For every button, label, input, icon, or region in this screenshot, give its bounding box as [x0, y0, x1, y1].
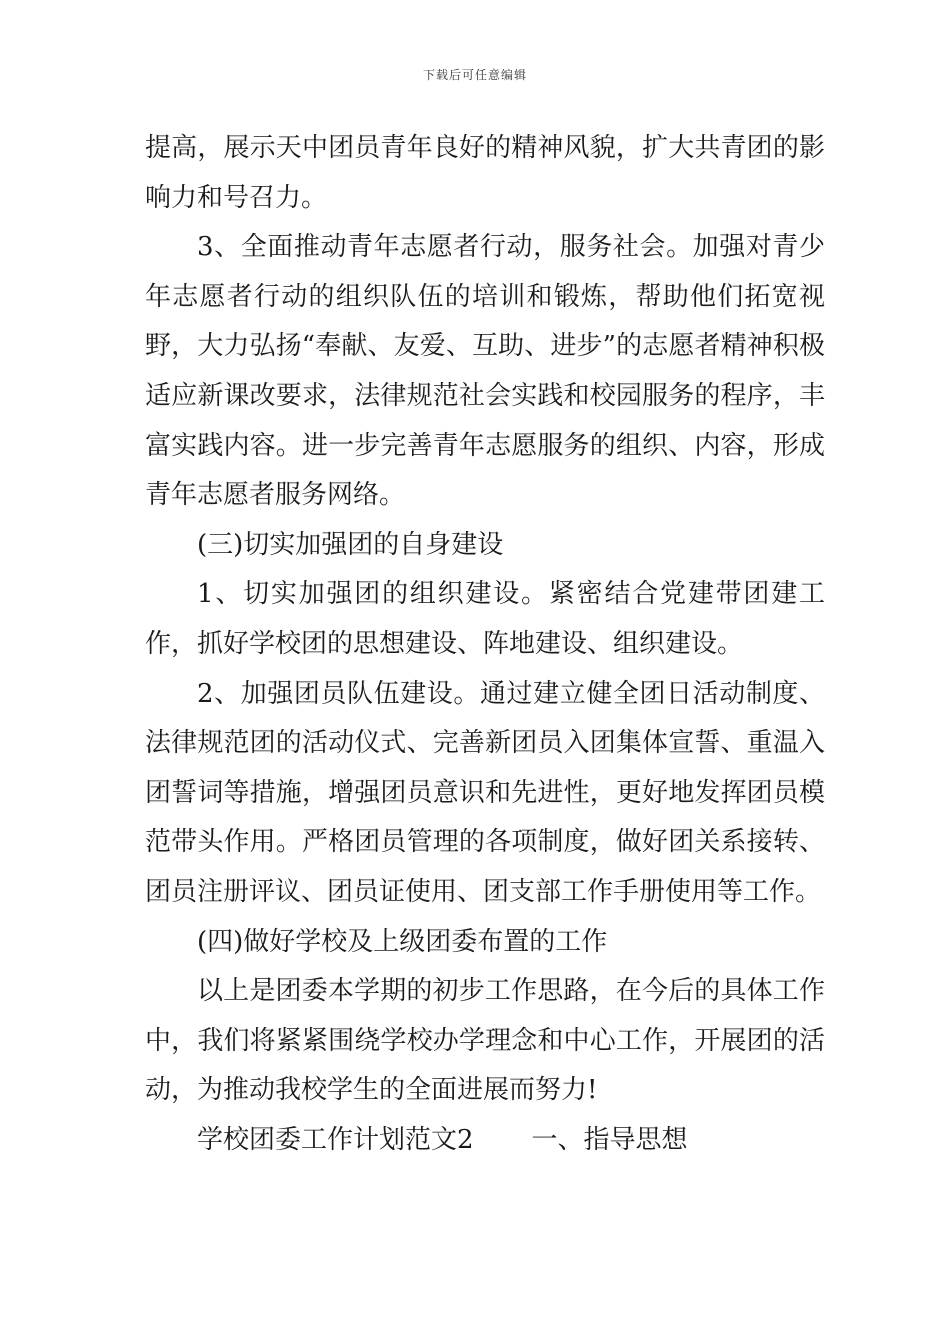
page-header-note: 下载后可任意编辑	[422, 68, 527, 82]
closing-line	[145, 1116, 825, 1166]
paragraph-2: 3、全面推动青年志愿者行动，服务社会。加强对青少年志愿者行动的组织队伍的培训和锻炼，帮助他们拓宽视野，大力弘扬“奉献、友爱、互助、进步”的志愿者精神积极适应新课改要求，法律规范社会实践和校园服务的程序，丰富实践内容。进一步完善青年志愿服务的组织、内容，形成青年志愿者服务网络。	[145, 232, 825, 511]
section-heading-4: (四)做好学校及上级团委布置的工作	[197, 926, 608, 957]
document-body	[145, 124, 825, 1165]
paragraph-7: 以上是团委本学期的初步工作思路，在今后的具体工作中，我们将紧紧围绕学校办学理念和中心工作，开展团的活动，为推动我校学生的全面进展而努力!	[145, 976, 825, 1106]
paragraph-4: 1、切实加强团的组织建设。紧密结合党建带团建工作，抓好学校团的思想建设、阵地建设、组织建设。	[145, 579, 825, 659]
next-document-title: 学校团委工作计划范文2	[197, 1124, 474, 1155]
paragraph-5: 2、加强团员队伍建设。通过建立健全团日活动制度、法律规范团的活动仪式、完善新团员入团集体宣誓、重温入团誓词等措施，增强团员意识和先进性，更好地发挥团员模范带头作用。严格团员管理的各项制度，做好团关系接转、团员注册评议、团员证使用、团支部工作手册使用等工作。	[145, 678, 825, 907]
paragraph-1: 提高，展示天中团员青年良好的精神风貌，扩大共青团的影响力和号召力。	[145, 133, 825, 213]
section-heading-3: (三)切实加强团的自身建设	[197, 529, 504, 560]
next-section-heading: 一、指导思想	[531, 1124, 688, 1155]
